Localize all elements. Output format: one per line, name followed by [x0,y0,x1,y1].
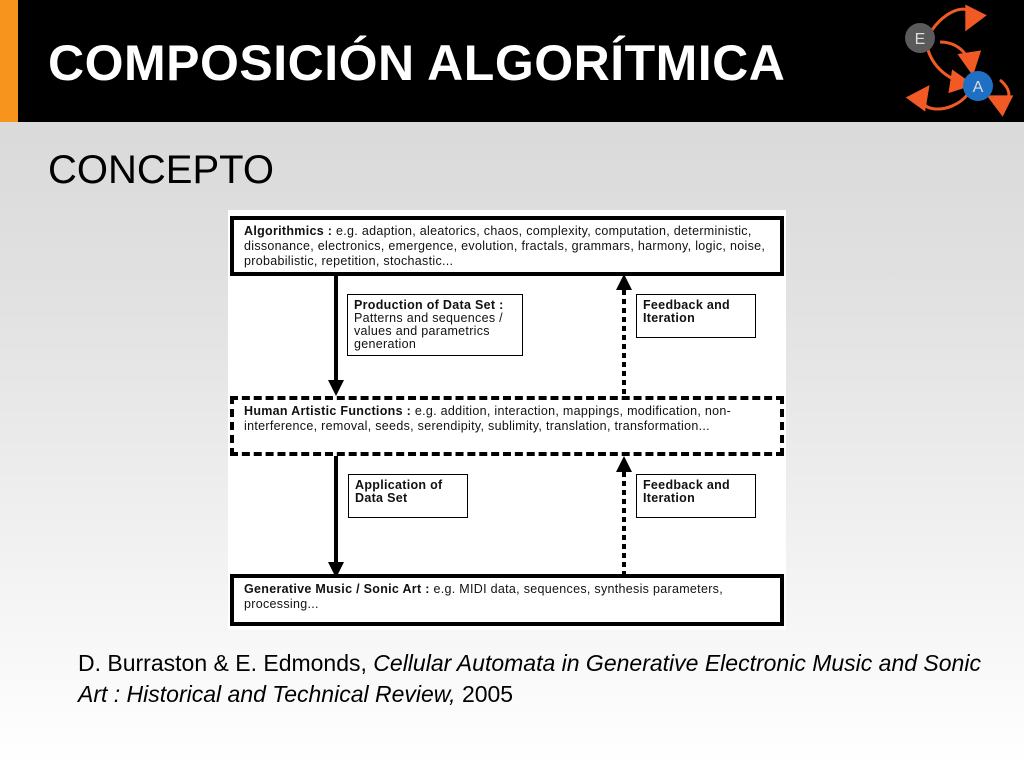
accent-bar [0,0,18,122]
feedback-top-label: Feedback and Iteration [643,298,730,325]
logo-edge [928,50,968,84]
generative-box [230,574,784,626]
logo-edge [992,80,1009,101]
human-text: e.g. addition, interaction, mappings, modification, non-interference, removal, seeds, serendipity, sublimity, translation, transformation... [244,404,732,433]
citation-title: Cellular Automata in Generative Electronic Music and Sonic Art : Historical and Technical Review, [78,650,981,707]
generative-label: Generative Music / Sonic Art : [244,582,430,596]
slide-title: COMPOSICIÓN ALGORÍTMICA [48,35,786,91]
logo-node-a-label: A [972,79,984,96]
logo-edge [940,42,972,70]
production-label: Production of Data Set : [354,298,504,312]
feedback-bottom-box [636,474,756,518]
application-box [348,474,468,518]
flow-diagram [228,210,786,630]
arrow-up-top-head [616,274,632,290]
production-text: Patterns and sequences / values and parametrics generation [354,311,503,351]
feedback-bottom-label: Feedback and Iteration [643,478,730,505]
human-label: Human Artistic Functions : [244,404,412,418]
citation [78,648,998,710]
title-bar [0,0,1024,122]
arrow-up-bottom-head [616,456,632,472]
logo-graph-icon [880,2,1020,120]
application-label: Application of Data Set [355,478,443,505]
generative-text: e.g. MIDI data, sequences, synthesis parameters, processing... [244,582,723,611]
algorithmics-label: Algorithmics : [244,224,333,238]
logo-edge [932,9,971,30]
arrow-down-top-head [328,380,344,396]
human-functions-box [230,396,784,456]
feedback-top-box [636,294,756,338]
logo-node-e-label: E [914,31,926,48]
algorithmics-text: e.g. adaption, aleatorics, chaos, complexity, computation, deterministic, dissonance, electronics, emergence, evolution, fractals, grammars, harmony, logic, noise, probabilistic, repetition, stochastic... [244,224,766,268]
section-heading: CONCEPTO [48,148,274,192]
citation-year: 2005 [461,681,514,707]
algorithmics-box [230,216,784,276]
logo-edge [922,90,968,109]
citation-authors: D. Burraston & E. Edmonds, [78,650,367,676]
production-box [347,294,523,356]
